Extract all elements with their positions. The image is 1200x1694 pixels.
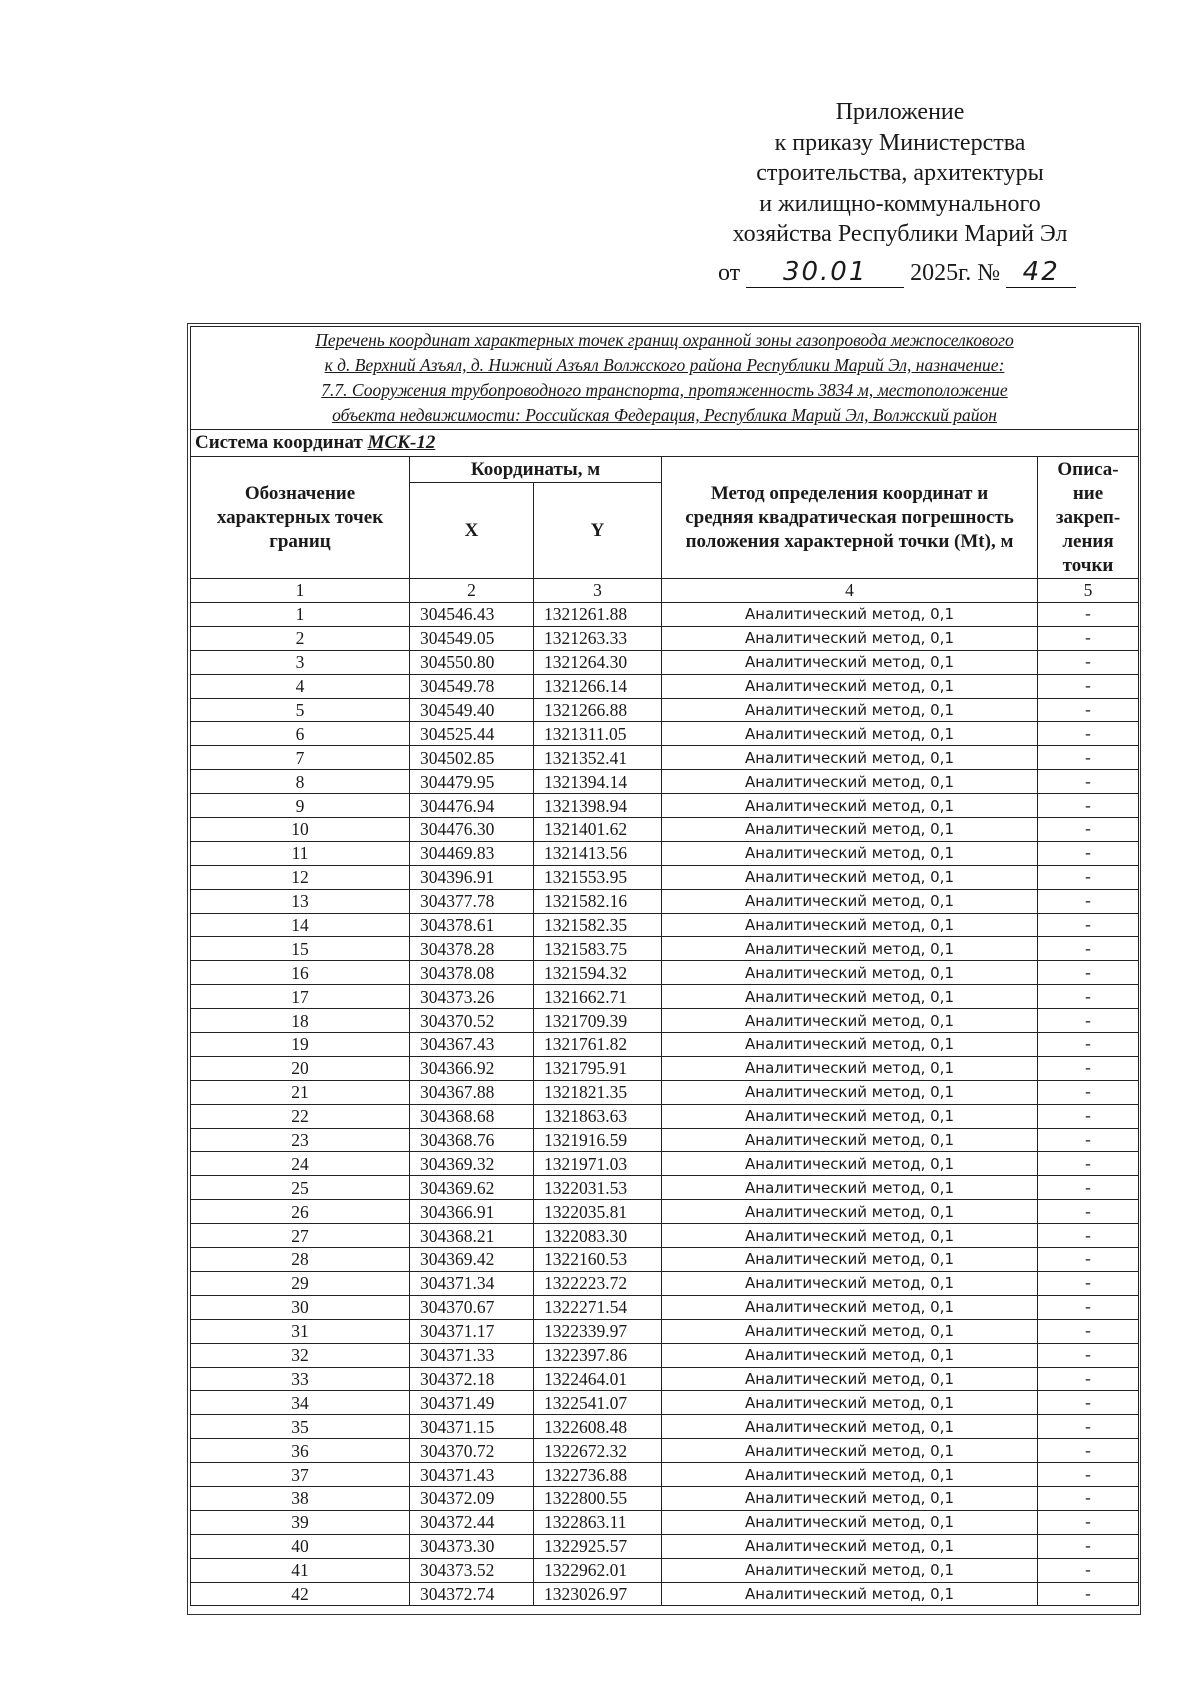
table-row xyxy=(191,985,1139,1009)
point-number-cell: 8 xyxy=(191,770,410,794)
point-number-cell: 35 xyxy=(191,1415,410,1439)
x-coordinate-cell: 304370.67 xyxy=(410,1295,534,1319)
method-cell: Аналитический метод, 0,1 xyxy=(662,1128,1038,1152)
point-number-cell: 29 xyxy=(191,1271,410,1295)
x-coordinate-cell: 304476.94 xyxy=(410,794,534,818)
description-cell: - xyxy=(1038,1009,1139,1033)
point-number-cell: 19 xyxy=(191,1033,410,1057)
y-coordinate-cell: 1322672.32 xyxy=(534,1439,662,1463)
x-coordinate-cell: 304372.09 xyxy=(410,1486,534,1510)
order-year: 2025 xyxy=(910,260,959,286)
x-coordinate-cell: 304368.76 xyxy=(410,1128,534,1152)
point-number-cell: 12 xyxy=(191,865,410,889)
point-number-cell: 26 xyxy=(191,1200,410,1224)
description-cell: - xyxy=(1038,1486,1139,1510)
y-coordinate-cell: 1321398.94 xyxy=(534,794,662,818)
x-coordinate-cell: 304371.17 xyxy=(410,1319,534,1343)
point-number-cell: 33 xyxy=(191,1367,410,1391)
point-number-cell: 23 xyxy=(191,1128,410,1152)
description-cell: - xyxy=(1038,1104,1139,1128)
x-coordinate-cell: 304525.44 xyxy=(410,722,534,746)
y-coordinate-cell: 1322271.54 xyxy=(534,1295,662,1319)
x-coordinate-cell: 304549.05 xyxy=(410,626,534,650)
method-cell: Аналитический метод, 0,1 xyxy=(662,841,1038,865)
point-number-cell: 21 xyxy=(191,1080,410,1104)
title-line: 7.7. Сооружения трубопроводного транспорта, протяженность 3834 м, местоположение xyxy=(321,380,1008,400)
method-cell: Аналитический метод, 0,1 xyxy=(662,626,1038,650)
header-line: Приложение xyxy=(835,99,965,125)
table-row xyxy=(191,1439,1139,1463)
table-row xyxy=(191,1391,1139,1415)
method-cell: Аналитический метод, 0,1 xyxy=(662,1534,1038,1558)
y-coordinate-cell: 1322962.01 xyxy=(534,1558,662,1582)
description-cell: - xyxy=(1038,770,1139,794)
table-row xyxy=(191,1128,1139,1152)
table-row xyxy=(191,1295,1139,1319)
y-coordinate-cell: 1321583.75 xyxy=(534,937,662,961)
point-number-cell: 30 xyxy=(191,1295,410,1319)
y-coordinate-cell: 1322608.48 xyxy=(534,1415,662,1439)
table-row xyxy=(191,650,1139,674)
y-coordinate-cell: 1322397.86 xyxy=(534,1343,662,1367)
description-cell: - xyxy=(1038,961,1139,985)
coordinate-system-label: Система координат xyxy=(195,432,363,453)
point-number-cell: 7 xyxy=(191,746,410,770)
column-number: 4 xyxy=(662,579,1038,603)
y-coordinate-cell: 1321795.91 xyxy=(534,1056,662,1080)
point-number-cell: 40 xyxy=(191,1534,410,1558)
x-coordinate-cell: 304370.52 xyxy=(410,1009,534,1033)
table-row xyxy=(191,841,1139,865)
header-line: и жилищно-коммунального xyxy=(759,190,1041,217)
table-row xyxy=(191,1367,1139,1391)
table-row xyxy=(191,865,1139,889)
description-cell: - xyxy=(1038,1582,1139,1606)
method-cell: Аналитический метод, 0,1 xyxy=(662,1439,1038,1463)
x-coordinate-cell: 304372.44 xyxy=(410,1510,534,1534)
method-cell: Аналитический метод, 0,1 xyxy=(662,961,1038,985)
description-cell: - xyxy=(1038,1128,1139,1152)
table-row xyxy=(191,1534,1139,1558)
table-row xyxy=(191,1009,1139,1033)
y-coordinate-cell: 1322223.72 xyxy=(534,1271,662,1295)
method-cell: Аналитический метод, 0,1 xyxy=(662,937,1038,961)
method-cell: Аналитический метод, 0,1 xyxy=(662,770,1038,794)
point-number-cell: 27 xyxy=(191,1224,410,1248)
x-coordinate-cell: 304372.18 xyxy=(410,1367,534,1391)
y-coordinate-cell: 1321971.03 xyxy=(534,1152,662,1176)
header-line: хозяйства Республики Марий Эл xyxy=(732,221,1068,247)
description-cell: - xyxy=(1038,722,1139,746)
y-coordinate-cell: 1321863.63 xyxy=(534,1104,662,1128)
x-coordinate-cell: 304549.40 xyxy=(410,698,534,722)
method-cell: Аналитический метод, 0,1 xyxy=(662,1391,1038,1415)
description-cell: - xyxy=(1038,1415,1139,1439)
method-cell: Аналитический метод, 0,1 xyxy=(662,1200,1038,1224)
method-cell: Аналитический метод, 0,1 xyxy=(662,818,1038,842)
point-number-cell: 3 xyxy=(191,650,410,674)
order-number-field xyxy=(1006,257,1076,288)
y-coordinate-cell: 1321264.30 xyxy=(534,650,662,674)
table-row xyxy=(191,770,1139,794)
description-cell: - xyxy=(1038,1295,1139,1319)
description-cell: - xyxy=(1038,841,1139,865)
point-number-cell: 1 xyxy=(191,603,410,627)
method-cell: Аналитический метод, 0,1 xyxy=(662,1367,1038,1391)
y-coordinate-cell: 1321266.14 xyxy=(534,674,662,698)
method-cell: Аналитический метод, 0,1 xyxy=(662,1248,1038,1272)
table-row xyxy=(191,1319,1139,1343)
x-coordinate-cell: 304550.80 xyxy=(410,650,534,674)
point-number-cell: 32 xyxy=(191,1343,410,1367)
point-number-cell: 38 xyxy=(191,1486,410,1510)
x-coordinate-cell: 304369.32 xyxy=(410,1152,534,1176)
y-coordinate-cell: 1321352.41 xyxy=(534,746,662,770)
table-row xyxy=(191,937,1139,961)
col-header-method: Метод определения координат и средняя квадратическая погрешность положения характерной точки (Mt), м xyxy=(662,457,1038,579)
method-cell: Аналитический метод, 0,1 xyxy=(662,698,1038,722)
method-cell: Аналитический метод, 0,1 xyxy=(662,985,1038,1009)
x-coordinate-cell: 304479.95 xyxy=(410,770,534,794)
x-coordinate-cell: 304476.30 xyxy=(410,818,534,842)
x-coordinate-cell: 304368.68 xyxy=(410,1104,534,1128)
table-row xyxy=(191,1033,1139,1057)
x-coordinate-cell: 304377.78 xyxy=(410,889,534,913)
method-cell: Аналитический метод, 0,1 xyxy=(662,1510,1038,1534)
description-cell: - xyxy=(1038,1439,1139,1463)
col-header-coords: Координаты, м xyxy=(410,457,662,483)
description-cell: - xyxy=(1038,1510,1139,1534)
y-coordinate-cell: 1322031.53 xyxy=(534,1176,662,1200)
description-cell: - xyxy=(1038,1534,1139,1558)
table-row xyxy=(191,794,1139,818)
point-number-cell: 25 xyxy=(191,1176,410,1200)
point-number-cell: 36 xyxy=(191,1439,410,1463)
y-coordinate-cell: 1322863.11 xyxy=(534,1510,662,1534)
x-coordinate-cell: 304549.78 xyxy=(410,674,534,698)
table-row xyxy=(191,1271,1139,1295)
table-row xyxy=(191,1415,1139,1439)
y-coordinate-cell: 1321821.35 xyxy=(534,1080,662,1104)
y-coordinate-cell: 1321553.95 xyxy=(534,865,662,889)
description-cell: - xyxy=(1038,674,1139,698)
col-header-point: Обозначение характерных точек границ xyxy=(191,457,410,579)
table-row xyxy=(191,1176,1139,1200)
y-coordinate-cell: 1322800.55 xyxy=(534,1486,662,1510)
point-number-cell: 10 xyxy=(191,818,410,842)
x-coordinate-cell: 304396.91 xyxy=(410,865,534,889)
method-cell: Аналитический метод, 0,1 xyxy=(662,1295,1038,1319)
description-cell: - xyxy=(1038,1248,1139,1272)
x-coordinate-cell: 304373.52 xyxy=(410,1558,534,1582)
y-coordinate-cell: 1321394.14 xyxy=(534,770,662,794)
y-coordinate-cell: 1321263.33 xyxy=(534,626,662,650)
y-coordinate-cell: 1322736.88 xyxy=(534,1463,662,1487)
x-coordinate-cell: 304378.28 xyxy=(410,937,534,961)
x-coordinate-cell: 304367.88 xyxy=(410,1080,534,1104)
method-cell: Аналитический метод, 0,1 xyxy=(662,1033,1038,1057)
coordinate-system-name: МСК-12 xyxy=(367,432,436,453)
title-line: Перечень координат характерных точек границ охранной зоны газопровода межпоселкового xyxy=(315,330,1014,350)
column-number: 3 xyxy=(534,579,662,603)
point-number-cell: 34 xyxy=(191,1391,410,1415)
table-row xyxy=(191,1463,1139,1487)
column-number: 5 xyxy=(1038,579,1139,603)
point-number-cell: 11 xyxy=(191,841,410,865)
point-number-cell: 2 xyxy=(191,626,410,650)
y-coordinate-cell: 1322339.97 xyxy=(534,1319,662,1343)
description-cell: - xyxy=(1038,1367,1139,1391)
y-coordinate-cell: 1321261.88 xyxy=(534,603,662,627)
description-cell: - xyxy=(1038,626,1139,650)
table-row xyxy=(191,1486,1139,1510)
title-line: объекта недвижимости: Российская Федерация, Республика Марий Эл, Волжский район xyxy=(332,405,997,425)
header-line: к приказу Министерства xyxy=(774,129,1026,156)
x-coordinate-cell: 304371.49 xyxy=(410,1391,534,1415)
point-number-cell: 9 xyxy=(191,794,410,818)
y-coordinate-cell: 1321311.05 xyxy=(534,722,662,746)
x-coordinate-cell: 304367.43 xyxy=(410,1033,534,1057)
point-number-cell: 13 xyxy=(191,889,410,913)
x-coordinate-cell: 304371.43 xyxy=(410,1463,534,1487)
order-date-value: 30.01 xyxy=(782,257,868,287)
point-number-cell: 24 xyxy=(191,1152,410,1176)
table-row xyxy=(191,889,1139,913)
description-cell: - xyxy=(1038,1176,1139,1200)
point-number-cell: 16 xyxy=(191,961,410,985)
description-cell: - xyxy=(1038,1200,1139,1224)
point-number-cell: 28 xyxy=(191,1248,410,1272)
table-row xyxy=(191,626,1139,650)
description-cell: - xyxy=(1038,1056,1139,1080)
col-header-y: Y xyxy=(534,483,662,579)
description-cell: - xyxy=(1038,1152,1139,1176)
x-coordinate-cell: 304502.85 xyxy=(410,746,534,770)
method-cell: Аналитический метод, 0,1 xyxy=(662,1176,1038,1200)
y-coordinate-cell: 1321401.62 xyxy=(534,818,662,842)
table-row xyxy=(191,1152,1139,1176)
method-cell: Аналитический метод, 0,1 xyxy=(662,1080,1038,1104)
y-coordinate-cell: 1321594.32 xyxy=(534,961,662,985)
table-row xyxy=(191,818,1139,842)
order-number-value: 42 xyxy=(1022,257,1060,287)
x-coordinate-cell: 304469.83 xyxy=(410,841,534,865)
x-coordinate-cell: 304373.30 xyxy=(410,1534,534,1558)
y-coordinate-cell: 1321662.71 xyxy=(534,985,662,1009)
y-coordinate-cell: 1322083.30 xyxy=(534,1224,662,1248)
method-cell: Аналитический метод, 0,1 xyxy=(662,722,1038,746)
order-date-field xyxy=(746,257,904,288)
coordinate-system xyxy=(191,430,1139,457)
y-coordinate-cell: 1321266.88 xyxy=(534,698,662,722)
method-cell: Аналитический метод, 0,1 xyxy=(662,1224,1038,1248)
description-cell: - xyxy=(1038,1271,1139,1295)
x-coordinate-cell: 304378.08 xyxy=(410,961,534,985)
x-coordinate-cell: 304371.33 xyxy=(410,1343,534,1367)
table-row xyxy=(191,1200,1139,1224)
y-coordinate-cell: 1322541.07 xyxy=(534,1391,662,1415)
table-row xyxy=(191,913,1139,937)
x-coordinate-cell: 304373.26 xyxy=(410,985,534,1009)
y-coordinate-cell: 1321916.59 xyxy=(534,1128,662,1152)
method-cell: Аналитический метод, 0,1 xyxy=(662,674,1038,698)
description-cell: - xyxy=(1038,937,1139,961)
x-coordinate-cell: 304366.92 xyxy=(410,1056,534,1080)
point-number-cell: 5 xyxy=(191,698,410,722)
method-cell: Аналитический метод, 0,1 xyxy=(662,746,1038,770)
table-row xyxy=(191,603,1139,627)
x-coordinate-cell: 304372.74 xyxy=(410,1582,534,1606)
coordinates-table xyxy=(190,326,1139,1606)
method-cell: Аналитический метод, 0,1 xyxy=(662,1415,1038,1439)
table-row xyxy=(191,1080,1139,1104)
description-cell: - xyxy=(1038,1224,1139,1248)
point-number-cell: 39 xyxy=(191,1510,410,1534)
number-sign-label: г. № xyxy=(958,260,1001,286)
description-cell: - xyxy=(1038,1463,1139,1487)
method-cell: Аналитический метод, 0,1 xyxy=(662,865,1038,889)
y-coordinate-cell: 1322160.53 xyxy=(534,1248,662,1272)
x-coordinate-cell: 304366.91 xyxy=(410,1200,534,1224)
method-cell: Аналитический метод, 0,1 xyxy=(662,1343,1038,1367)
table-row xyxy=(191,1343,1139,1367)
method-cell: Аналитический метод, 0,1 xyxy=(662,1319,1038,1343)
col-header-x: X xyxy=(410,483,534,579)
point-number-cell: 20 xyxy=(191,1056,410,1080)
point-number-cell: 6 xyxy=(191,722,410,746)
method-cell: Аналитический метод, 0,1 xyxy=(662,1582,1038,1606)
method-cell: Аналитический метод, 0,1 xyxy=(662,1271,1038,1295)
description-cell: - xyxy=(1038,1080,1139,1104)
point-number-cell: 18 xyxy=(191,1009,410,1033)
x-coordinate-cell: 304546.43 xyxy=(410,603,534,627)
point-number-cell: 42 xyxy=(191,1582,410,1606)
method-cell: Аналитический метод, 0,1 xyxy=(662,1104,1038,1128)
y-coordinate-cell: 1321761.82 xyxy=(534,1033,662,1057)
table-row xyxy=(191,1056,1139,1080)
title-line: к д. Верхний Азъял, д. Нижний Азъял Волжского района Республики Марий Эл, назначение: xyxy=(324,355,1005,375)
y-coordinate-cell: 1321709.39 xyxy=(534,1009,662,1033)
date-prefix: от xyxy=(718,260,741,286)
appendix-header xyxy=(690,97,1110,250)
y-coordinate-cell: 1322464.01 xyxy=(534,1367,662,1391)
description-cell: - xyxy=(1038,698,1139,722)
column-number: 2 xyxy=(410,579,534,603)
table-row xyxy=(191,1582,1139,1606)
point-number-cell: 14 xyxy=(191,913,410,937)
description-cell: - xyxy=(1038,603,1139,627)
point-number-cell: 4 xyxy=(191,674,410,698)
table-row xyxy=(191,1224,1139,1248)
y-coordinate-cell: 1321582.16 xyxy=(534,889,662,913)
point-number-cell: 22 xyxy=(191,1104,410,1128)
header-line: строительства, архитектуры xyxy=(756,160,1044,186)
method-cell: Аналитический метод, 0,1 xyxy=(662,603,1038,627)
method-cell: Аналитический метод, 0,1 xyxy=(662,889,1038,913)
table-body xyxy=(191,603,1139,1606)
method-cell: Аналитический метод, 0,1 xyxy=(662,1056,1038,1080)
table-title xyxy=(191,327,1139,430)
point-number-cell: 31 xyxy=(191,1319,410,1343)
description-cell: - xyxy=(1038,913,1139,937)
column-numbers-row xyxy=(191,579,1139,603)
table-row xyxy=(191,1104,1139,1128)
table-row xyxy=(191,722,1139,746)
table-row xyxy=(191,961,1139,985)
description-cell: - xyxy=(1038,889,1139,913)
x-coordinate-cell: 304378.61 xyxy=(410,913,534,937)
column-number: 1 xyxy=(191,579,410,603)
method-cell: Аналитический метод, 0,1 xyxy=(662,650,1038,674)
point-number-cell: 37 xyxy=(191,1463,410,1487)
method-cell: Аналитический метод, 0,1 xyxy=(662,1152,1038,1176)
x-coordinate-cell: 304368.21 xyxy=(410,1224,534,1248)
table-row xyxy=(191,674,1139,698)
method-cell: Аналитический метод, 0,1 xyxy=(662,794,1038,818)
x-coordinate-cell: 304369.62 xyxy=(410,1176,534,1200)
y-coordinate-cell: 1322925.57 xyxy=(534,1534,662,1558)
description-cell: - xyxy=(1038,985,1139,1009)
description-cell: - xyxy=(1038,1558,1139,1582)
point-number-cell: 17 xyxy=(191,985,410,1009)
y-coordinate-cell: 1321582.35 xyxy=(534,913,662,937)
description-cell: - xyxy=(1038,1319,1139,1343)
table-row xyxy=(191,746,1139,770)
x-coordinate-cell: 304371.15 xyxy=(410,1415,534,1439)
table-row xyxy=(191,698,1139,722)
method-cell: Аналитический метод, 0,1 xyxy=(662,913,1038,937)
description-cell: - xyxy=(1038,746,1139,770)
method-cell: Аналитический метод, 0,1 xyxy=(662,1009,1038,1033)
point-number-cell: 15 xyxy=(191,937,410,961)
y-coordinate-cell: 1322035.81 xyxy=(534,1200,662,1224)
description-cell: - xyxy=(1038,1033,1139,1057)
point-number-cell: 41 xyxy=(191,1558,410,1582)
table-row xyxy=(191,1510,1139,1534)
col-header-desc: Описа-ние закреп-ления точки xyxy=(1038,457,1139,579)
description-cell: - xyxy=(1038,1391,1139,1415)
description-cell: - xyxy=(1038,818,1139,842)
x-coordinate-cell: 304370.72 xyxy=(410,1439,534,1463)
x-coordinate-cell: 304369.42 xyxy=(410,1248,534,1272)
description-cell: - xyxy=(1038,650,1139,674)
y-coordinate-cell: 1323026.97 xyxy=(534,1582,662,1606)
y-coordinate-cell: 1321413.56 xyxy=(534,841,662,865)
method-cell: Аналитический метод, 0,1 xyxy=(662,1463,1038,1487)
method-cell: Аналитический метод, 0,1 xyxy=(662,1486,1038,1510)
description-cell: - xyxy=(1038,794,1139,818)
order-date-line xyxy=(718,257,1138,288)
table-row xyxy=(191,1248,1139,1272)
description-cell: - xyxy=(1038,865,1139,889)
x-coordinate-cell: 304371.34 xyxy=(410,1271,534,1295)
method-cell: Аналитический метод, 0,1 xyxy=(662,1558,1038,1582)
description-cell: - xyxy=(1038,1343,1139,1367)
table-row xyxy=(191,1558,1139,1582)
